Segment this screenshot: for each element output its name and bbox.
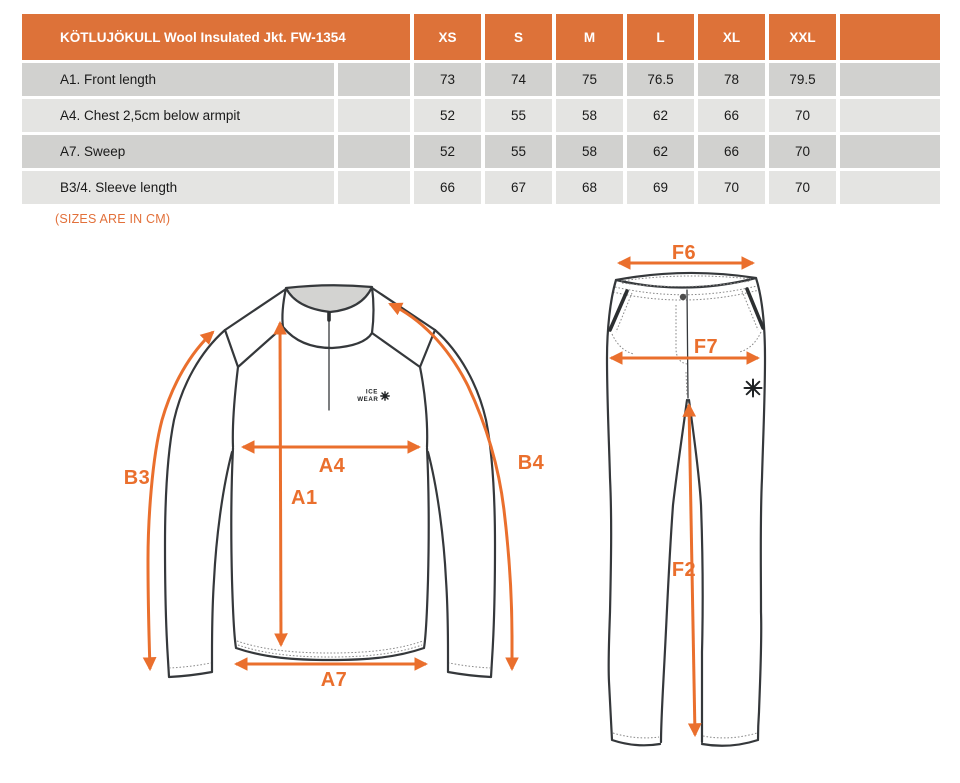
product-title: KÖTLUJÖKULL Wool Insulated Jkt. FW-1354	[22, 14, 410, 60]
size-header-m: M	[556, 14, 623, 60]
jacket-collar-fill	[286, 285, 372, 312]
b3-label: B3	[123, 467, 151, 489]
a1-arrow	[280, 323, 281, 645]
icewear-logo	[357, 389, 389, 403]
pants-diagram	[607, 242, 765, 746]
jacket-left-cuff-stitch	[169, 663, 211, 668]
f2-label: F2	[671, 559, 697, 581]
pants-fly-stitch	[676, 305, 687, 396]
pants-waist-top	[616, 273, 756, 288]
jacket-body-outline	[231, 448, 428, 660]
jacket-right-cuff-stitch	[449, 663, 491, 668]
size-header-xs: XS	[414, 14, 481, 60]
a1-label: A1	[291, 487, 318, 509]
value-cell: 75	[556, 63, 623, 96]
value-cell: 52	[414, 135, 481, 168]
value-cell: 73	[414, 63, 481, 96]
value-cell: 70	[769, 171, 836, 204]
b3-arrow	[148, 332, 213, 669]
pants-outline	[607, 278, 765, 746]
f7-label: F7	[693, 336, 719, 358]
svg-text:ICE: ICE	[365, 388, 378, 396]
value-cell: 70	[769, 99, 836, 132]
value-cell: 78	[698, 63, 765, 96]
logo-snowflake-icon	[381, 392, 389, 400]
a7-label: A7	[320, 669, 348, 691]
value-cell: 69	[627, 171, 694, 204]
value-cell: 62	[627, 99, 694, 132]
jacket-right-sleeve	[428, 330, 495, 677]
value-cell: 66	[414, 171, 481, 204]
size-header-s: S	[485, 14, 552, 60]
value-cell: 66	[698, 135, 765, 168]
measure-label: A4. Chest 2,5cm below armpit	[22, 99, 334, 132]
value-cell: 70	[698, 171, 765, 204]
value-cell: 70	[769, 135, 836, 168]
size-header-xl: XL	[698, 14, 765, 60]
value-cell: 68	[556, 171, 623, 204]
size-header-xxl: XXL	[769, 14, 836, 60]
b4-label: B4	[517, 452, 545, 474]
measure-label: A1. Front length	[22, 63, 334, 96]
value-cell: 66	[698, 99, 765, 132]
measure-label: B3/4. Sleeve length	[22, 171, 334, 204]
sizes-unit-note: (SIZES ARE IN CM)	[55, 212, 171, 226]
value-cell: 67	[485, 171, 552, 204]
value-cell: 58	[556, 135, 623, 168]
value-cell: 62	[627, 135, 694, 168]
value-cell: 58	[556, 99, 623, 132]
value-cell: 55	[485, 99, 552, 132]
measure-label: A7. Sweep	[22, 135, 334, 168]
pants-button	[680, 294, 686, 300]
value-cell: 74	[485, 63, 552, 96]
value-cell: 52	[414, 99, 481, 132]
value-cell: 55	[485, 135, 552, 168]
value-cell: 76.5	[627, 63, 694, 96]
pants-fly-line	[687, 290, 688, 398]
jacket-diagram	[124, 285, 545, 691]
a4-label: A4	[318, 455, 346, 477]
svg-text:WEAR: WEAR	[357, 395, 379, 403]
f6-label: F6	[671, 242, 697, 264]
size-header-l: L	[627, 14, 694, 60]
pants-hem-stitch	[613, 733, 757, 738]
value-cell: 79.5	[769, 63, 836, 96]
snowflake-icon	[744, 379, 763, 398]
